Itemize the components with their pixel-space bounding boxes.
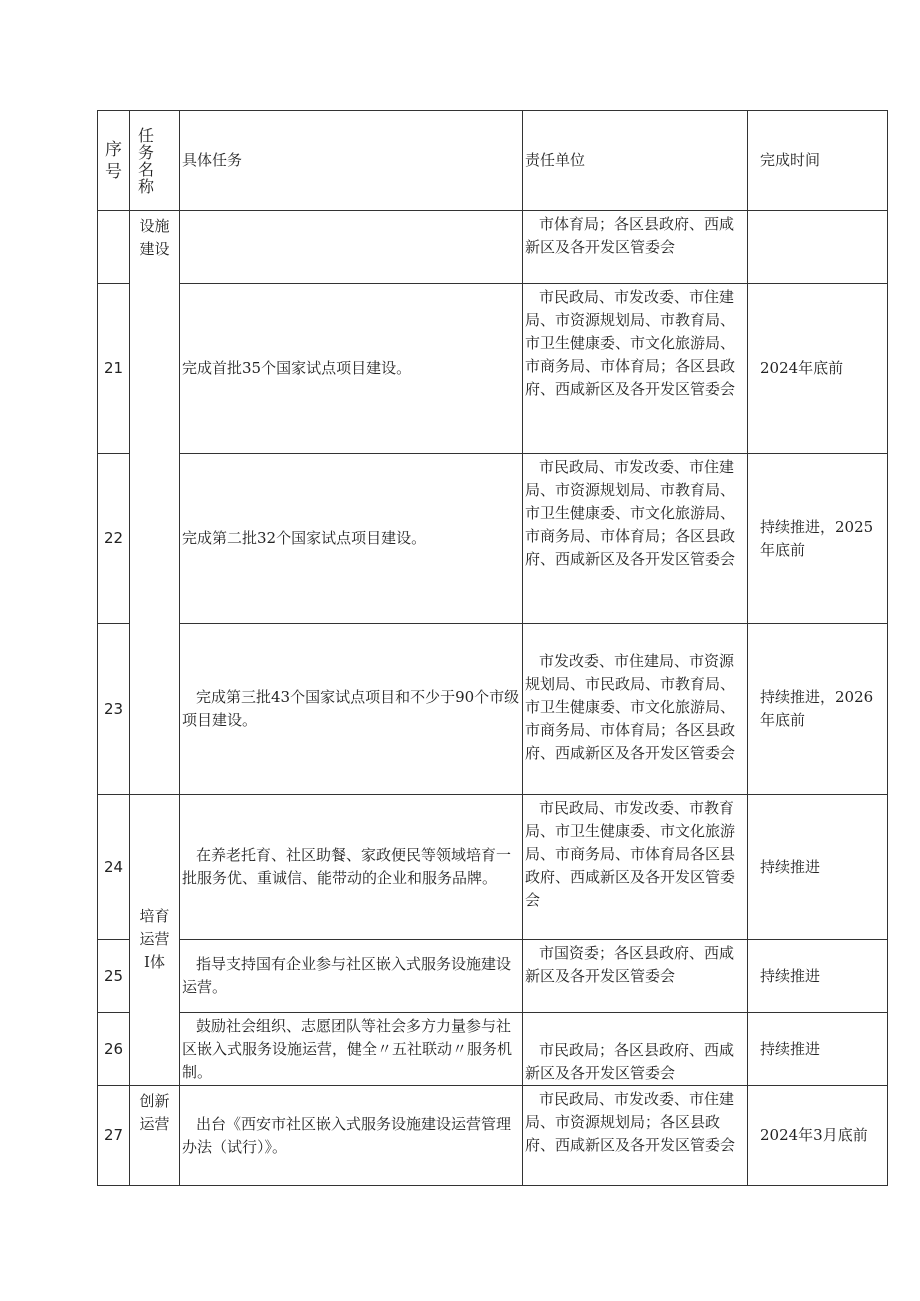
header-dept: 责任单位 [523,111,748,211]
row-seq: 25 [98,940,130,1013]
row-seq [98,211,130,284]
row-time [748,211,888,284]
table-row [98,795,888,940]
row-task: 完成首批35个国家试点项目建设。 [180,284,523,454]
row-task: 鼓励社会组织、志愿团队等社会多方力量参与社区嵌入式服务设施运营，健全〃五社联动〃服务机制。 [180,1013,523,1086]
row-task: 在养老托育、社区助餐、家政便民等领域培育一批服务优、重诚信、能带动的企业和服务品牌。 [180,795,523,940]
row-dept: 市民政局、市发改委、市住建局、市资源规划局；各区县政府、西咸新区及各开发区管委会 [523,1086,748,1186]
table-row [98,1013,888,1086]
row-time: 持续推进，2025年底前 [748,454,888,624]
table-row [98,1086,888,1186]
row-time: 持续推进 [748,795,888,940]
row-task: 指导支持国有企业参与社区嵌入式服务设施建设运营。 [180,940,523,1013]
table-row [98,454,888,624]
row-time: 持续推进，2026年底前 [748,624,888,795]
header-seq: 序 号 [98,111,130,211]
category-facility: 设施 建设 [130,211,180,795]
row-seq: 23 [98,624,130,795]
row-time: 2024年3月底前 [748,1086,888,1186]
header-name: 任 务 名 称 [130,111,180,211]
category-operate: 培育 运营 I体 [130,795,180,1086]
row-seq: 24 [98,795,130,940]
category-innovate: 创新 运营 [130,1086,180,1186]
row-dept: 市民政局、市发改委、市教育局、市卫生健康委、市文化旅游局、市商务局、市体育局各区县政府、西咸新区及各开发区管委会 [523,795,748,940]
header-time: 完成时间 [748,111,888,211]
row-time: 持续推进 [748,1013,888,1086]
task-table [97,110,888,1186]
row-dept: 市民政局、市发改委、市住建局、市资源规划局、市教育局、市卫生健康委、市文化旅游局、市商务局、市体育局；各区县政府、西咸新区及各开发区管委会 [523,284,748,454]
row-dept: 市民政局、市发改委、市住建局、市资源规划局、市教育局、市卫生健康委、市文化旅游局、市商务局、市体育局；各区县政府、西咸新区及各开发区管委会 [523,454,748,624]
table-row [98,211,888,284]
row-seq: 22 [98,454,130,624]
header-task: 具体任务 [180,111,523,211]
row-time: 持续推进 [748,940,888,1013]
table-row [98,940,888,1013]
row-time: 2024年底前 [748,284,888,454]
row-dept: 市民政局；各区县政府、西咸新区及各开发区管委会 [523,1013,748,1086]
row-task: 出台《西安市社区嵌入式服务设施建设运营管理办法（试行）》。 [180,1086,523,1186]
row-dept: 市发改委、市住建局、市资源规划局、市民政局、市教育局、市卫生健康委、市文化旅游局、市商务局、市体育局；各区县政府、西咸新区及各开发区管委会 [523,624,748,795]
row-dept: 市体育局；各区县政府、西咸新区及各开发区管委会 [523,211,748,284]
row-task [180,211,523,284]
table-row [98,624,888,795]
row-seq: 26 [98,1013,130,1086]
table-row [98,284,888,454]
header-row [98,111,888,211]
row-dept: 市国资委；各区县政府、西咸新区及各开发区管委会 [523,940,748,1013]
row-seq: 27 [98,1086,130,1186]
row-task: 完成第三批43个国家试点项目和不少于90个市级项目建设。 [180,624,523,795]
row-task: 完成第二批32个国家试点项目建设。 [180,454,523,624]
row-seq: 21 [98,284,130,454]
